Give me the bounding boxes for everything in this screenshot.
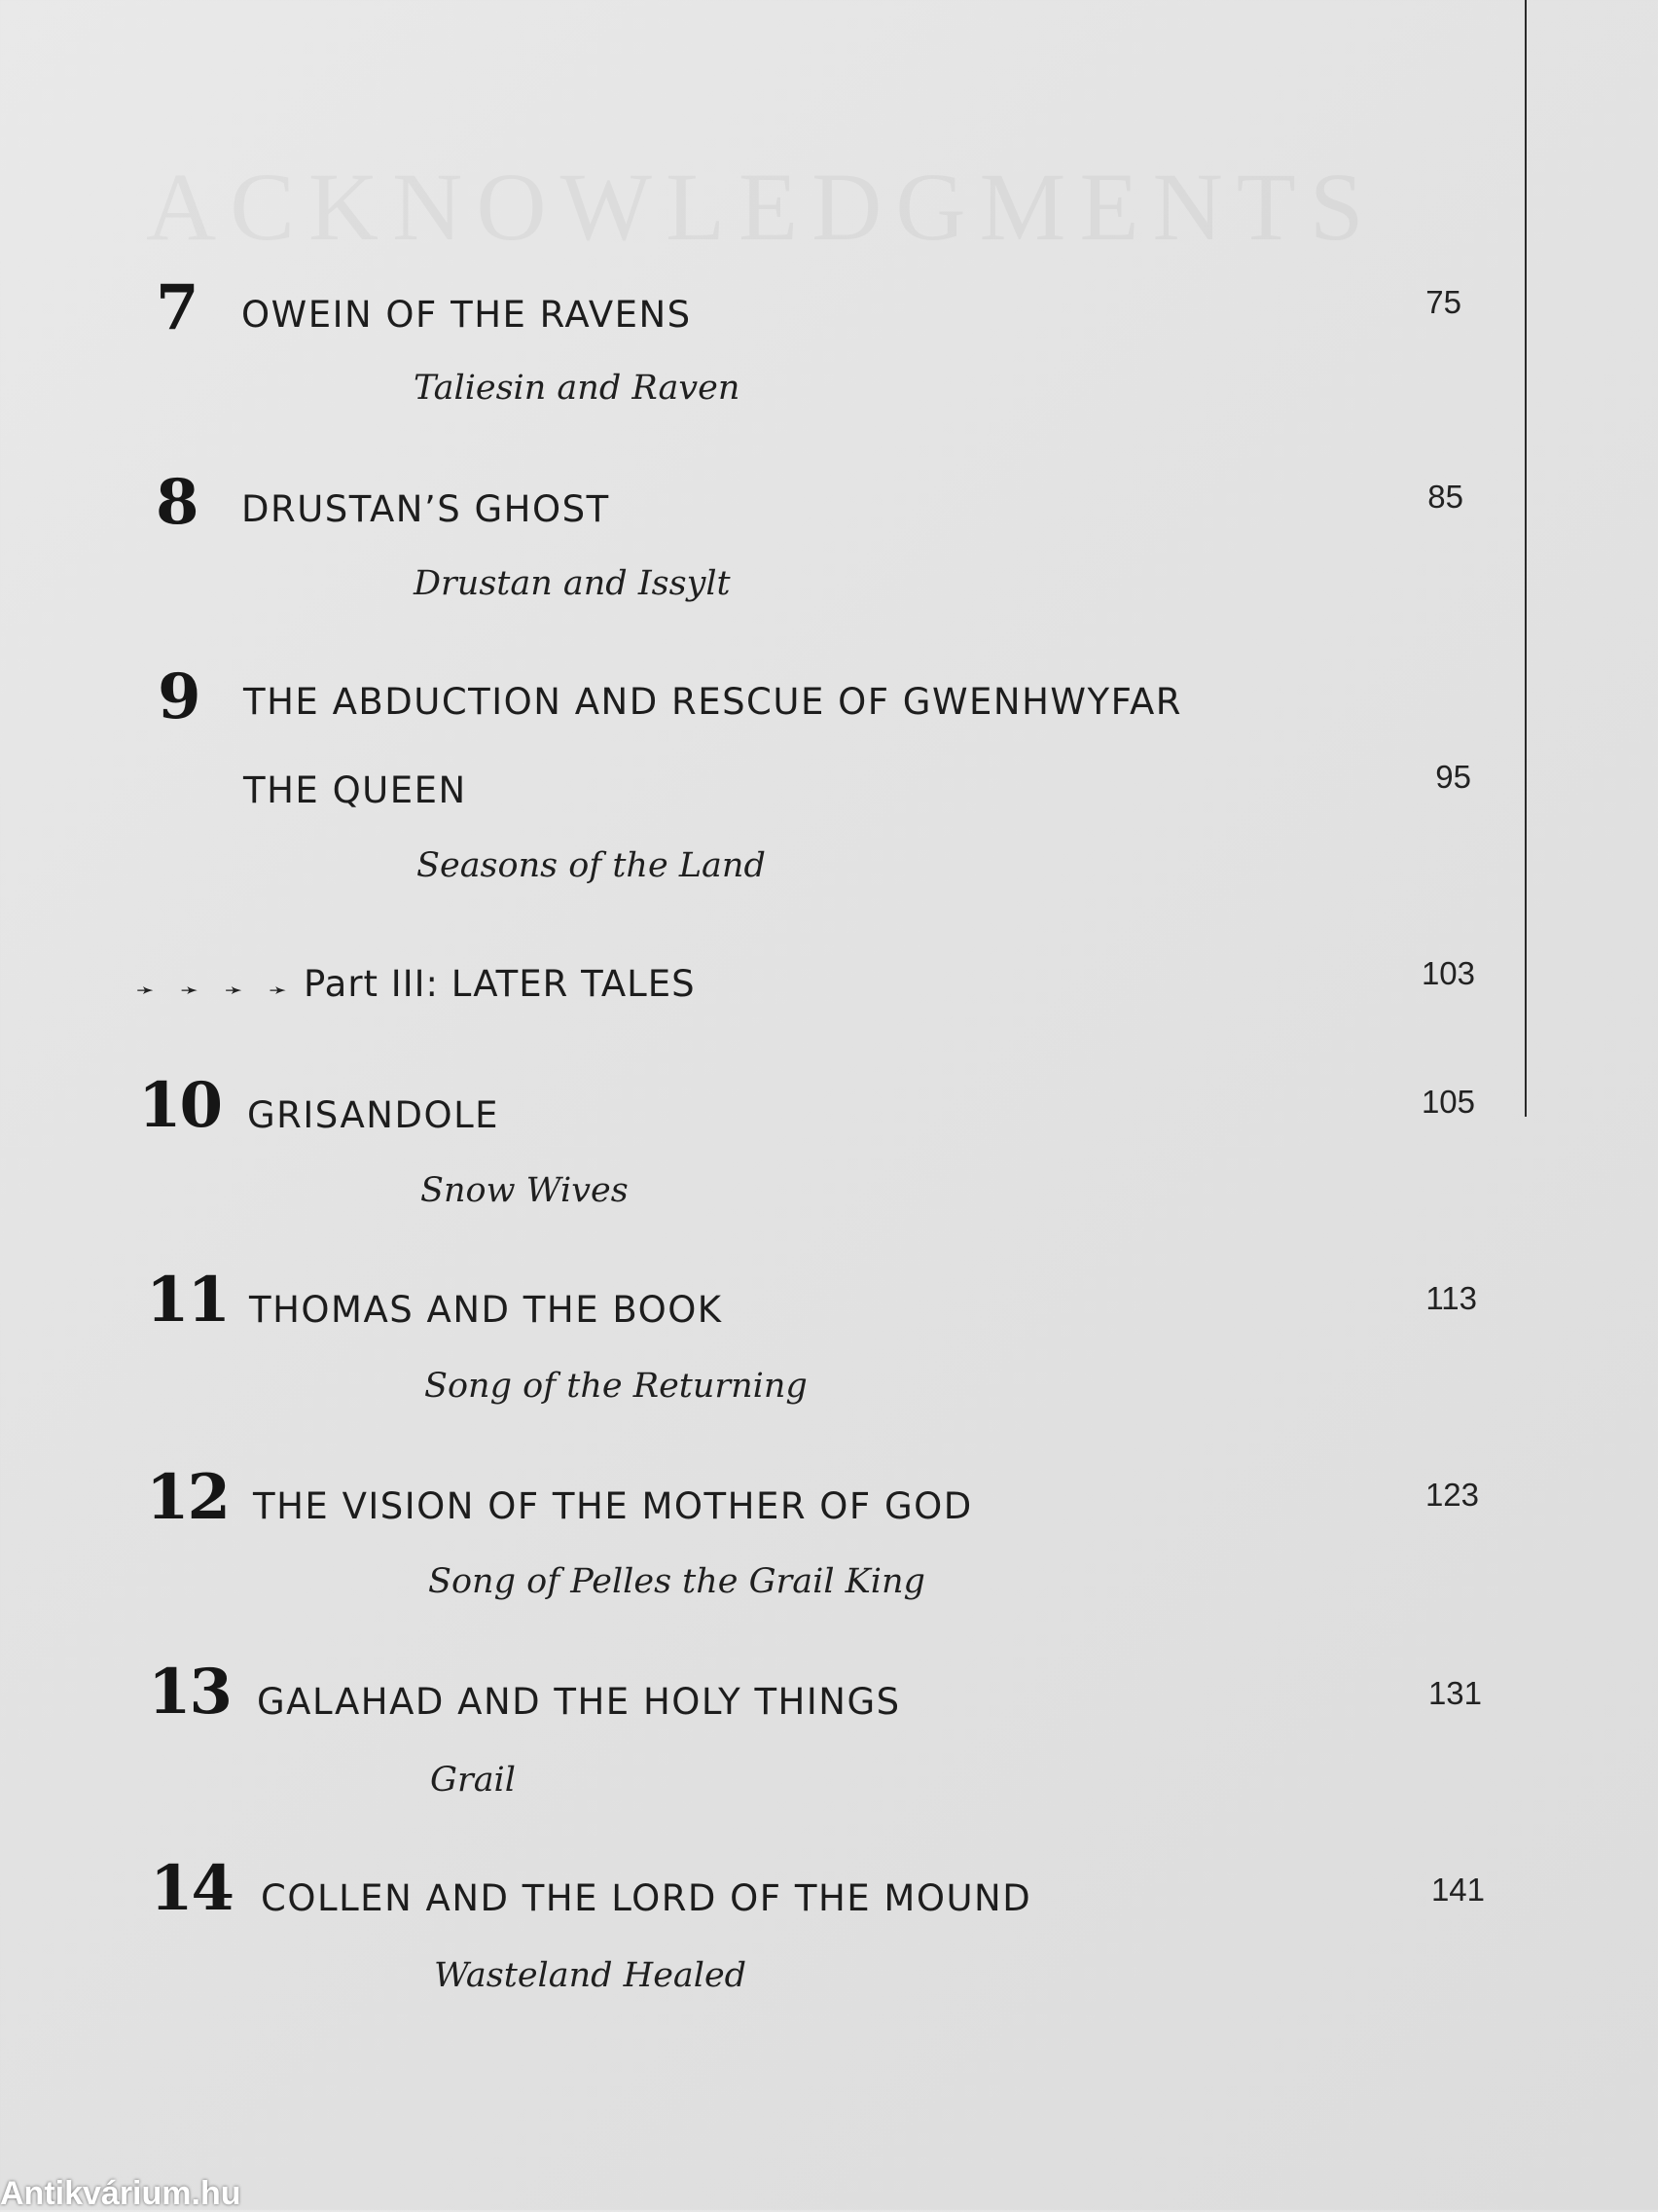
page-number: 131 xyxy=(1427,1675,1482,1711)
chapter-title: THE VISION OF THE MOTHER OF GOD xyxy=(253,1485,973,1527)
chapter-number: 13 xyxy=(148,1656,232,1729)
vertical-rule xyxy=(1525,0,1527,1117)
chapter-number: 7 xyxy=(156,271,198,344)
watermark: Antikvárium.hu xyxy=(0,2175,241,2212)
chapter-title: COLLEN AND THE LORD OF THE MOUND xyxy=(261,1877,1032,1919)
chapter-title: THOMAS AND THE BOOK xyxy=(249,1289,723,1331)
page-number: 141 xyxy=(1430,1872,1485,1908)
chapter-number: 11 xyxy=(146,1264,230,1337)
page-number: 95 xyxy=(1435,759,1471,795)
chapter-subtitle: Seasons of the Land xyxy=(416,846,766,885)
chapter-subtitle: Song of Pelles the Grail King xyxy=(428,1562,925,1601)
chapter-subtitle: Drustan and Issylt xyxy=(414,564,731,603)
chapter-number: 10 xyxy=(138,1069,222,1142)
chapter-subtitle: Wasteland Healed xyxy=(434,1956,747,1995)
chapter-subtitle: Taliesin and Raven xyxy=(414,369,740,408)
chapter-title: OWEIN OF THE RAVENS xyxy=(241,294,692,336)
chapter-title: GRISANDOLE xyxy=(247,1094,500,1136)
chapter-number: 12 xyxy=(146,1461,230,1534)
chapter-title: GALAHAD AND THE HOLY THINGS xyxy=(257,1681,901,1723)
chapter-subtitle: Song of the Returning xyxy=(424,1367,808,1406)
chapter-title: THE ABDUCTION AND RESCUE OF GWENHWYFAR xyxy=(243,681,1182,723)
chapter-subtitle: Snow Wives xyxy=(420,1171,629,1210)
arrow-ornament-icon: ➛ ➛ ➛ ➛ xyxy=(136,979,297,1003)
chapter-title-continued: THE QUEEN xyxy=(243,769,467,811)
page-number: 105 xyxy=(1421,1084,1475,1120)
chapter-number: 8 xyxy=(156,466,198,539)
page-number: 75 xyxy=(1425,284,1461,320)
page-number: 113 xyxy=(1425,1280,1477,1316)
show-through-title xyxy=(146,151,1377,263)
chapter-title: DRUSTAN’S GHOST xyxy=(241,488,610,530)
page-number: 103 xyxy=(1421,955,1475,991)
part-label: Part III: LATER TALES xyxy=(304,963,696,1005)
chapter-number: 14 xyxy=(150,1852,234,1925)
page-number: 123 xyxy=(1424,1477,1479,1513)
page-number: 85 xyxy=(1427,479,1463,515)
chapter-number: 9 xyxy=(158,660,199,733)
chapter-subtitle: Grail xyxy=(430,1761,516,1800)
